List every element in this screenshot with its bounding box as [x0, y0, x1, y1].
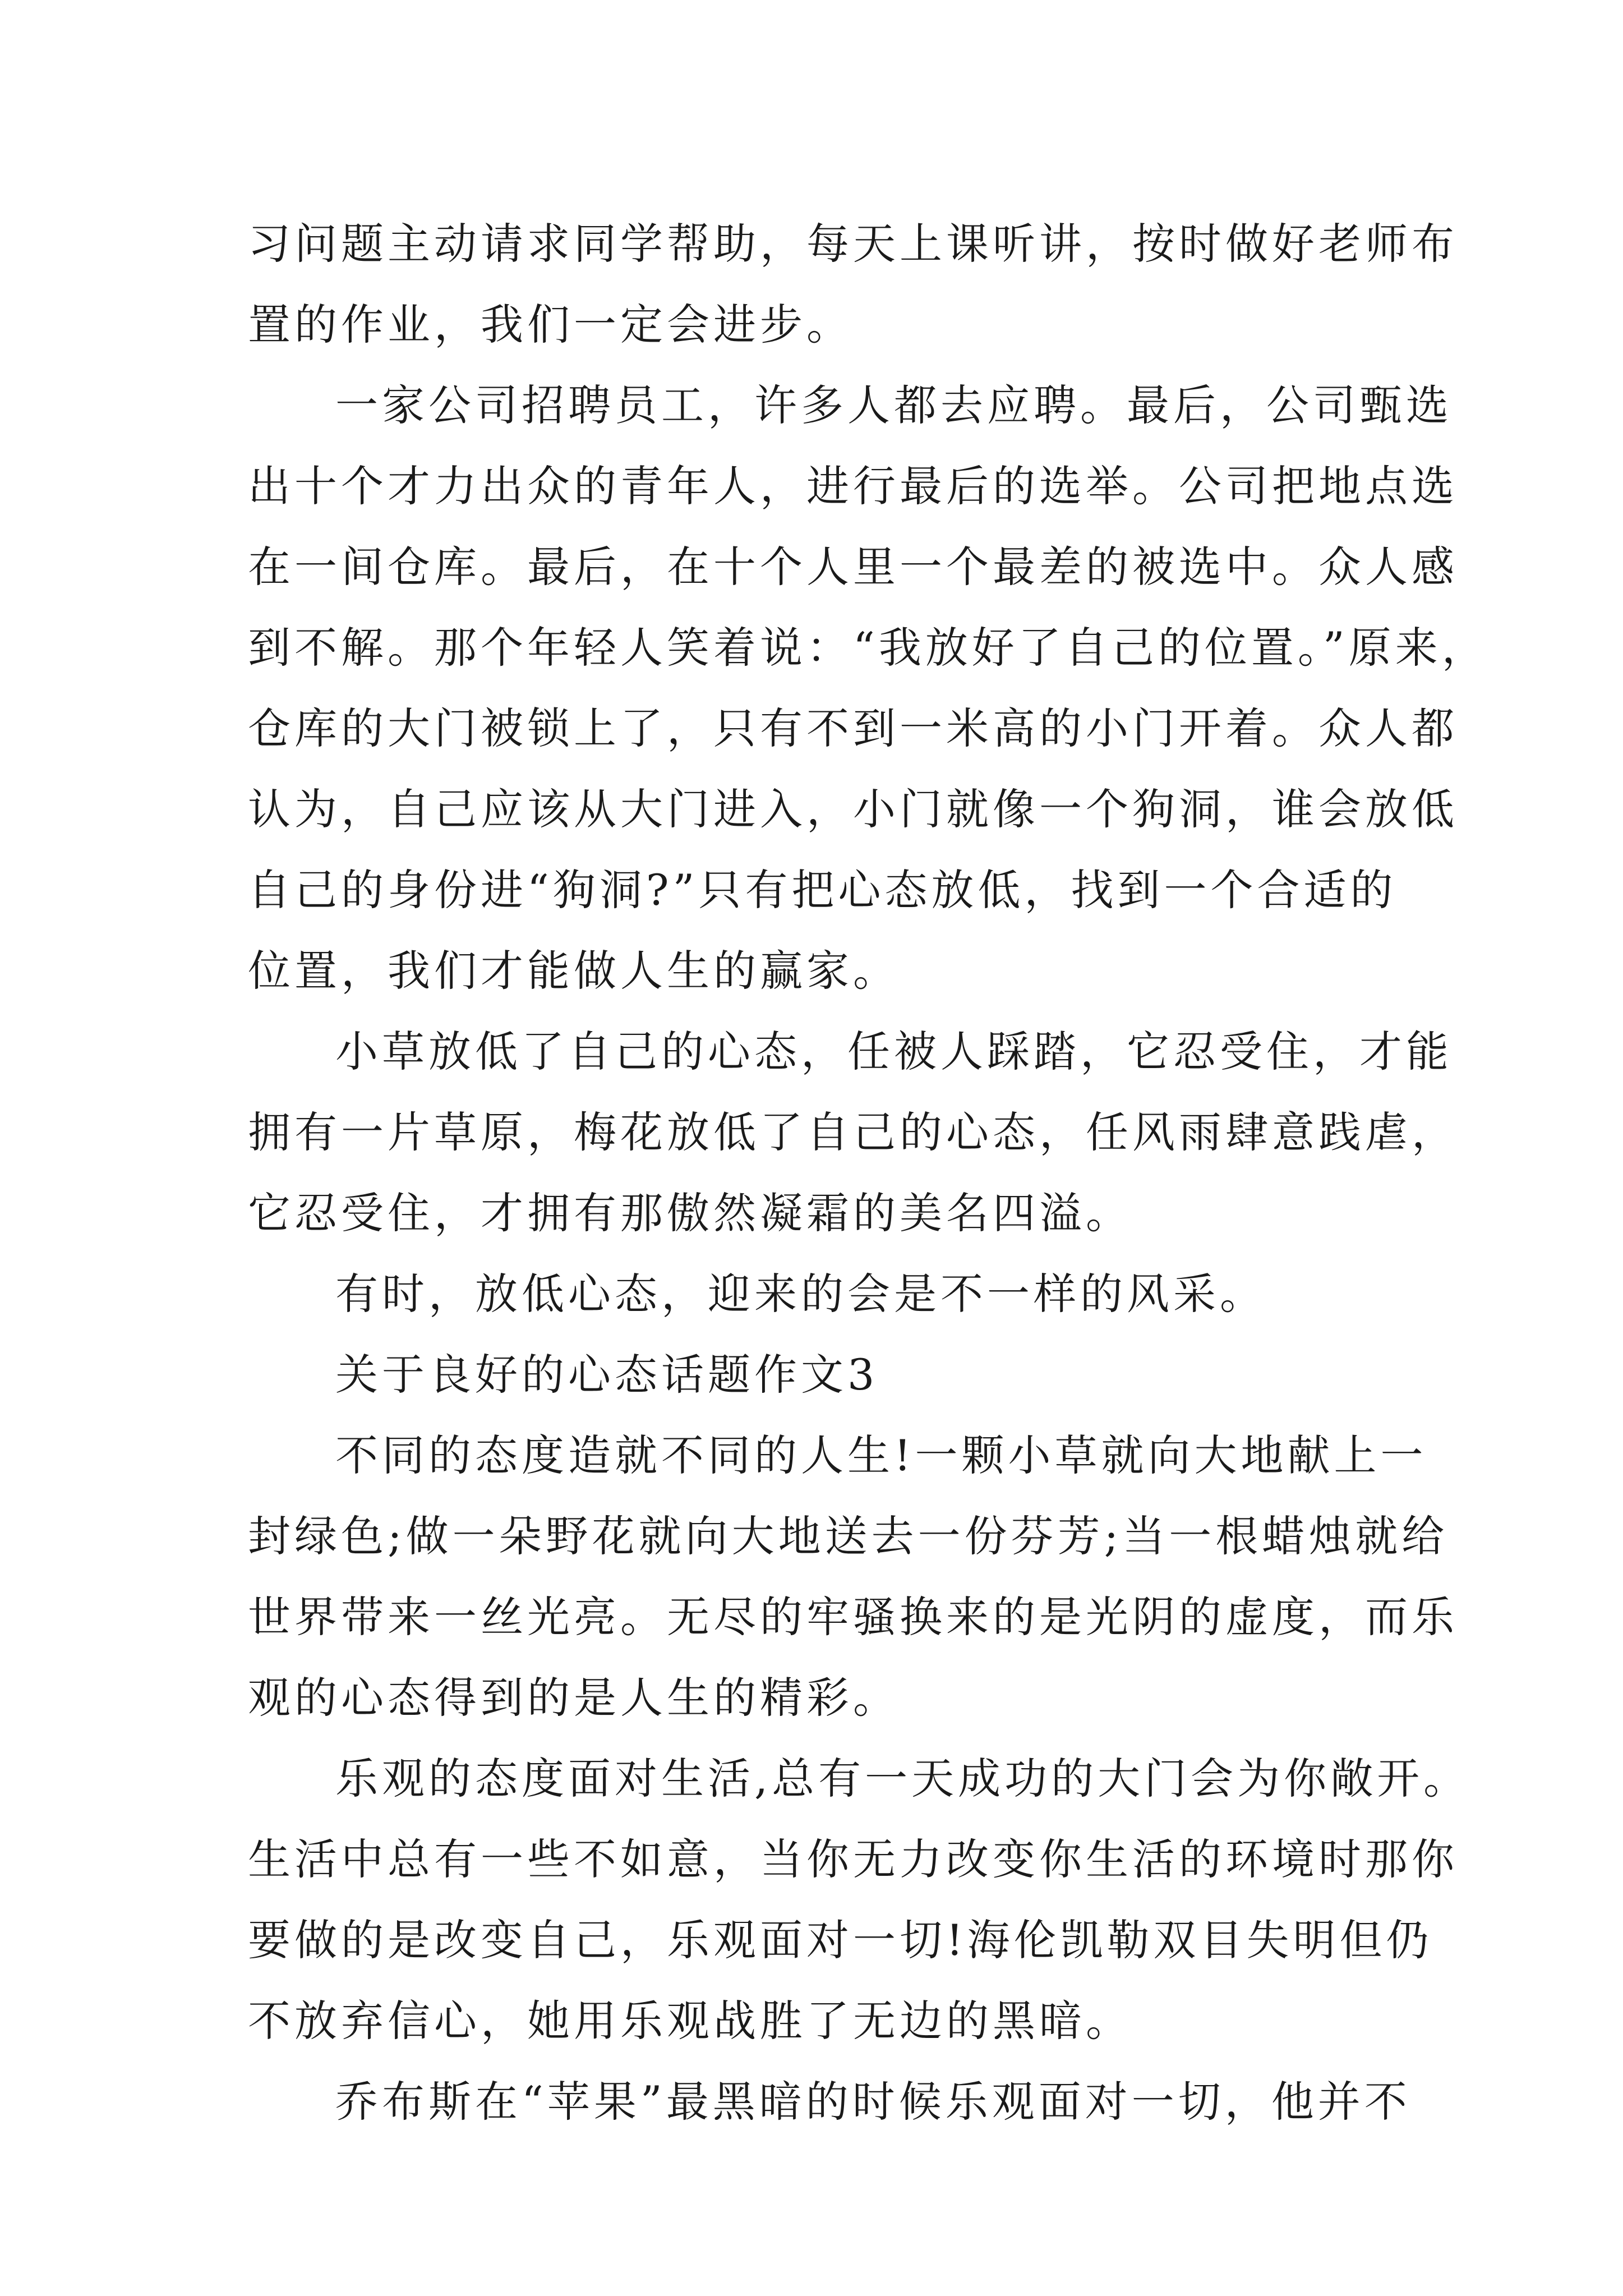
paragraph-start-line: 小草放低了自己的心态，任被人踩踏，它忍受住，才能 [335, 1027, 1453, 1076]
text-line: 位置，我们才能做人生的赢家。 [248, 946, 900, 996]
paragraph-start-line: 乐观的态度面对生活,总有一天成功的大门会为你敞开。 [335, 1754, 1470, 1803]
text-line: 出十个才力出众的青年人，进行最后的选举。公司把地点选 [248, 461, 1458, 511]
section-heading: 关于良好的心态话题作文3 [335, 1350, 879, 1400]
text-line: 到不解。那个年轻人笑着说：“我放好了自己的位置。”原来， [248, 623, 1488, 673]
text-line: 它忍受住，才拥有那傲然凝霜的美名四溢。 [248, 1188, 1132, 1238]
paragraph-start-line: 一家公司招聘员工，许多人都去应聘。最后，公司甄选 [335, 380, 1453, 430]
text-line: 习问题主动请求同学帮助，每天上课听讲，按时做好老师布 [248, 219, 1458, 269]
text-line: 在一间仓库。最后，在十个人里一个最差的被选中。众人感 [248, 542, 1458, 592]
paragraph-start-line: 有时，放低心态，迎来的会是不一样的风采。 [335, 1269, 1266, 1319]
text-line: 置的作业，我们一定会进步。 [248, 300, 853, 349]
text-line: 不放弃信心，她用乐观战胜了无边的黑暗。 [248, 1996, 1132, 2046]
text-line: 仓库的大门被锁上了，只有不到一米高的小门开着。众人都 [248, 703, 1458, 753]
paragraph-start-line: 乔布斯在“苹果”最黑暗的时候乐观面对一切，他并不 [335, 2077, 1411, 2127]
text-line: 封绿色;做一朵野花就向大地送去一份芬芳;当一根蜡烛就给 [248, 1511, 1449, 1561]
text-line: 拥有一片草原，梅花放低了自己的心态，任风雨肆意践虐， [248, 1107, 1458, 1157]
text-line: 认为，自己应该从大门进入，小门就像一个狗洞，谁会放低 [248, 784, 1458, 834]
text-line: 观的心态得到的是人生的精彩。 [248, 1673, 900, 1723]
text-line: 自己的身份进“狗洞?”只有把心态放低，找到一个合适的 [248, 865, 1397, 915]
text-line: 生活中总有一些不如意，当你无力改变你生活的环境时那你 [248, 1834, 1458, 1884]
text-line: 要做的是改变自己，乐观面对一切!海伦凯勒双目失明但仍 [248, 1915, 1433, 1965]
paragraph-start-line: 不同的态度造就不同的人生!一颗小草就向大地献上一 [335, 1430, 1427, 1480]
text-line: 世界带来一丝光亮。无尽的牢骚换来的是光阴的虚度，而乐 [248, 1592, 1458, 1642]
